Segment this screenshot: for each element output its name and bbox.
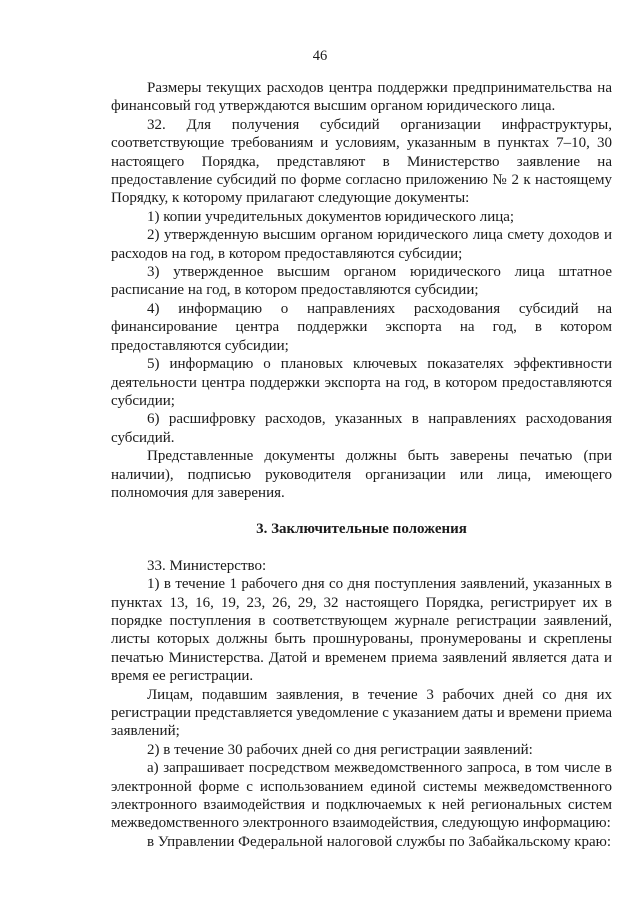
paragraph: в Управлении Федеральной налоговой службы по Забайкальскому краю: xyxy=(147,833,612,850)
list-item: 1) копии учредительных документов юридического лица; xyxy=(147,208,515,225)
paragraph: Размеры текущих расходов центра поддержки предпринимательства на финансовый год утверждаются высшим органом юридического лица. xyxy=(111,80,612,115)
list-item: 4) информацию о направлениях расходования субсидий на финансирование центра поддержки экспорта на год, в котором предоставляются субсидии; xyxy=(111,300,612,354)
paragraph: Лицам, подавшим заявления, в течение 3 рабочих дней со дня их регистрации представляется уведомление с указанием даты и времени приема заявлений; xyxy=(111,686,612,740)
list-item: 5) информацию о плановых ключевых показателях эффективности деятельности центра поддержки экспорта на год, в котором предоставляются субсидии; xyxy=(111,356,612,409)
paragraph: 33. Министерство: xyxy=(147,557,267,574)
list-item: а) запрашивает посредством межведомственного запроса, в том числе в электронной форме с использованием единой системы межведомственного электронного взаимодействия и подключаемых к ней региональных систем межведомственного электронного взаимодействия, следующую информацию: xyxy=(111,760,612,832)
section-heading: 3. Заключительные положения xyxy=(256,521,467,538)
paragraph: Представленные документы должны быть заверены печатью (при наличии), подписью руководителя организации или лица, имеющего полномочия для заверения. xyxy=(111,448,612,501)
list-item: 2) утвержденную высшим органом юридического лица смету доходов и расходов на год, в котором предоставляются субсидии; xyxy=(111,227,612,262)
page-number: 46 xyxy=(312,48,328,64)
document-body xyxy=(111,79,612,851)
paragraph: 32. Для получения субсидий организации инфраструктуры, соответствующие требованиям и условиям, указанным в пунктах 7–10, 30 настоящего Порядка, представляют в Министерство заявление на предоставление субсидий по форме согласно приложению № 2 к настоящему Порядку, к которому прилагают следующие документы: xyxy=(111,116,612,207)
list-item: 3) утвержденное высшим органом юридического лица штатное расписание на год, в котором предоставляются субсидии; xyxy=(111,264,612,299)
list-item: 2) в течение 30 рабочих дней со дня регистрации заявлений: xyxy=(147,741,533,758)
list-item: 6) расшифровку расходов, указанных в направлениях расходования субсидий. xyxy=(111,411,612,446)
list-item: 1) в течение 1 рабочего дня со дня поступления заявлений, указанных в пунктах 13, 16, 19, 23, 26, 29, 32 настоящего Порядка, регистрирует их в порядке поступления в соответствующем журнале регистрации заявлений, листы которых должны быть прошнурованы, пронумерованы и скреплены печатью Министерства. Датой и временем приема заявлений является дата и время ее регистрации. xyxy=(111,576,612,685)
